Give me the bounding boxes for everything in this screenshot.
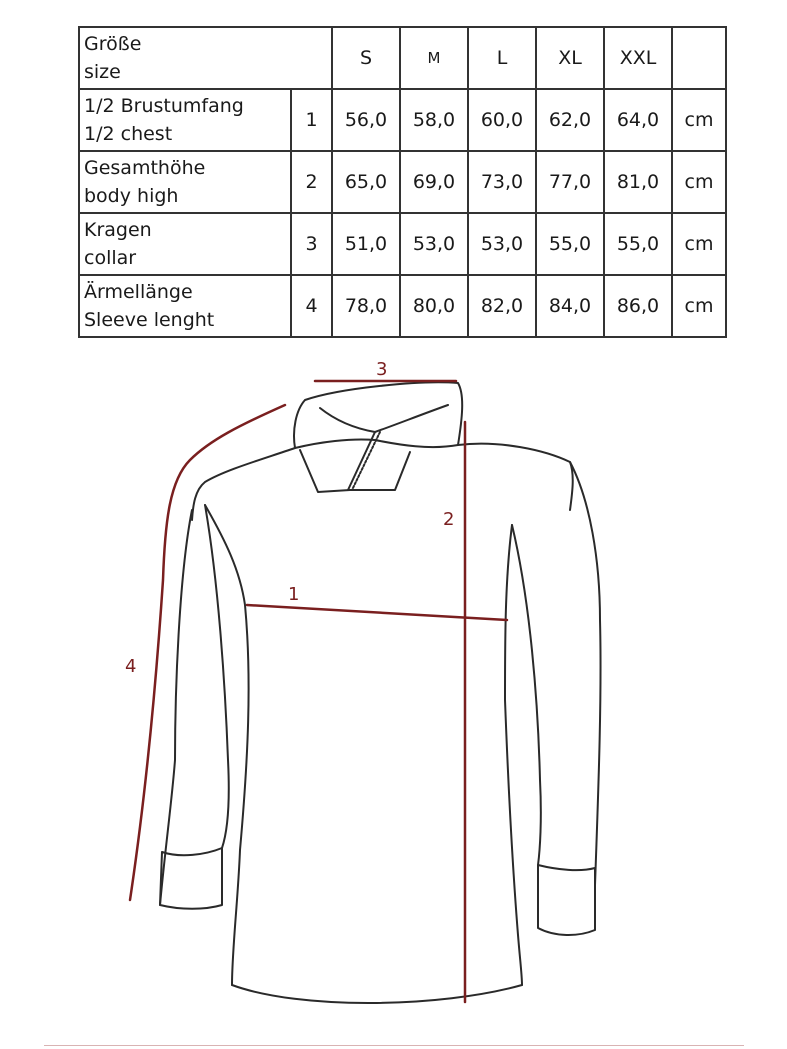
row-number: 3	[291, 213, 332, 275]
cell-value: 53,0	[400, 213, 468, 275]
size-header-s: S	[332, 27, 400, 89]
chest-measure-line	[247, 605, 507, 620]
cell-value: 69,0	[400, 151, 468, 213]
unit-cell: cm	[672, 89, 726, 151]
cell-value: 80,0	[400, 275, 468, 337]
header-size-label	[79, 27, 332, 89]
shirt-measurement-diagram	[0, 340, 787, 1040]
unit-cell: cm	[672, 275, 726, 337]
table-row-sleeve	[79, 275, 726, 337]
row-number: 4	[291, 275, 332, 337]
size-header-xxl: XXL	[604, 27, 672, 89]
chest-measure-label: 1	[288, 584, 300, 605]
row-label-en: collar	[84, 247, 137, 269]
sleeve-measure-label: 4	[125, 656, 137, 677]
cell-value: 77,0	[536, 151, 604, 213]
row-label	[79, 89, 291, 151]
row-label-de: Kragen	[84, 219, 152, 241]
row-label-de: 1/2 Brustumfang	[84, 95, 244, 117]
row-label-en: Sleeve lenght	[84, 309, 215, 331]
table-row-chest	[79, 89, 726, 151]
row-number: 2	[291, 151, 332, 213]
size-header-m: M	[400, 27, 468, 89]
size-header-l: L	[468, 27, 536, 89]
table-header-row	[79, 27, 726, 89]
cell-value: 51,0	[332, 213, 400, 275]
header-label-de: Größe	[84, 33, 142, 55]
cell-value: 56,0	[332, 89, 400, 151]
cell-value: 86,0	[604, 275, 672, 337]
header-label-en: size	[84, 61, 121, 83]
cell-value: 62,0	[536, 89, 604, 151]
table-row-body-height	[79, 151, 726, 213]
unit-cell: cm	[672, 213, 726, 275]
cell-value: 55,0	[604, 213, 672, 275]
row-label-en: 1/2 chest	[84, 123, 173, 145]
row-number: 1	[291, 89, 332, 151]
size-chart-table	[78, 26, 727, 338]
row-label-de: Ärmellänge	[84, 281, 193, 303]
cell-value: 65,0	[332, 151, 400, 213]
cell-value: 82,0	[468, 275, 536, 337]
collar-measure-label: 3	[376, 359, 388, 380]
unit-header	[672, 27, 726, 89]
body-height-measure-label: 2	[443, 509, 455, 530]
cell-value: 78,0	[332, 275, 400, 337]
row-label	[79, 275, 291, 337]
shirt-outline	[160, 382, 601, 1003]
cell-value: 55,0	[536, 213, 604, 275]
cell-value: 60,0	[468, 89, 536, 151]
row-label	[79, 151, 291, 213]
cell-value: 53,0	[468, 213, 536, 275]
cell-value: 58,0	[400, 89, 468, 151]
sleeve-measure-line	[130, 405, 285, 900]
size-header-xl: XL	[536, 27, 604, 89]
cell-value: 84,0	[536, 275, 604, 337]
bottom-divider	[44, 1045, 744, 1046]
unit-cell: cm	[672, 151, 726, 213]
cell-value: 73,0	[468, 151, 536, 213]
row-label-de: Gesamthöhe	[84, 157, 206, 179]
row-label-en: body high	[84, 185, 179, 207]
row-label	[79, 213, 291, 275]
cell-value: 81,0	[604, 151, 672, 213]
cell-value: 64,0	[604, 89, 672, 151]
table-row-collar	[79, 213, 726, 275]
